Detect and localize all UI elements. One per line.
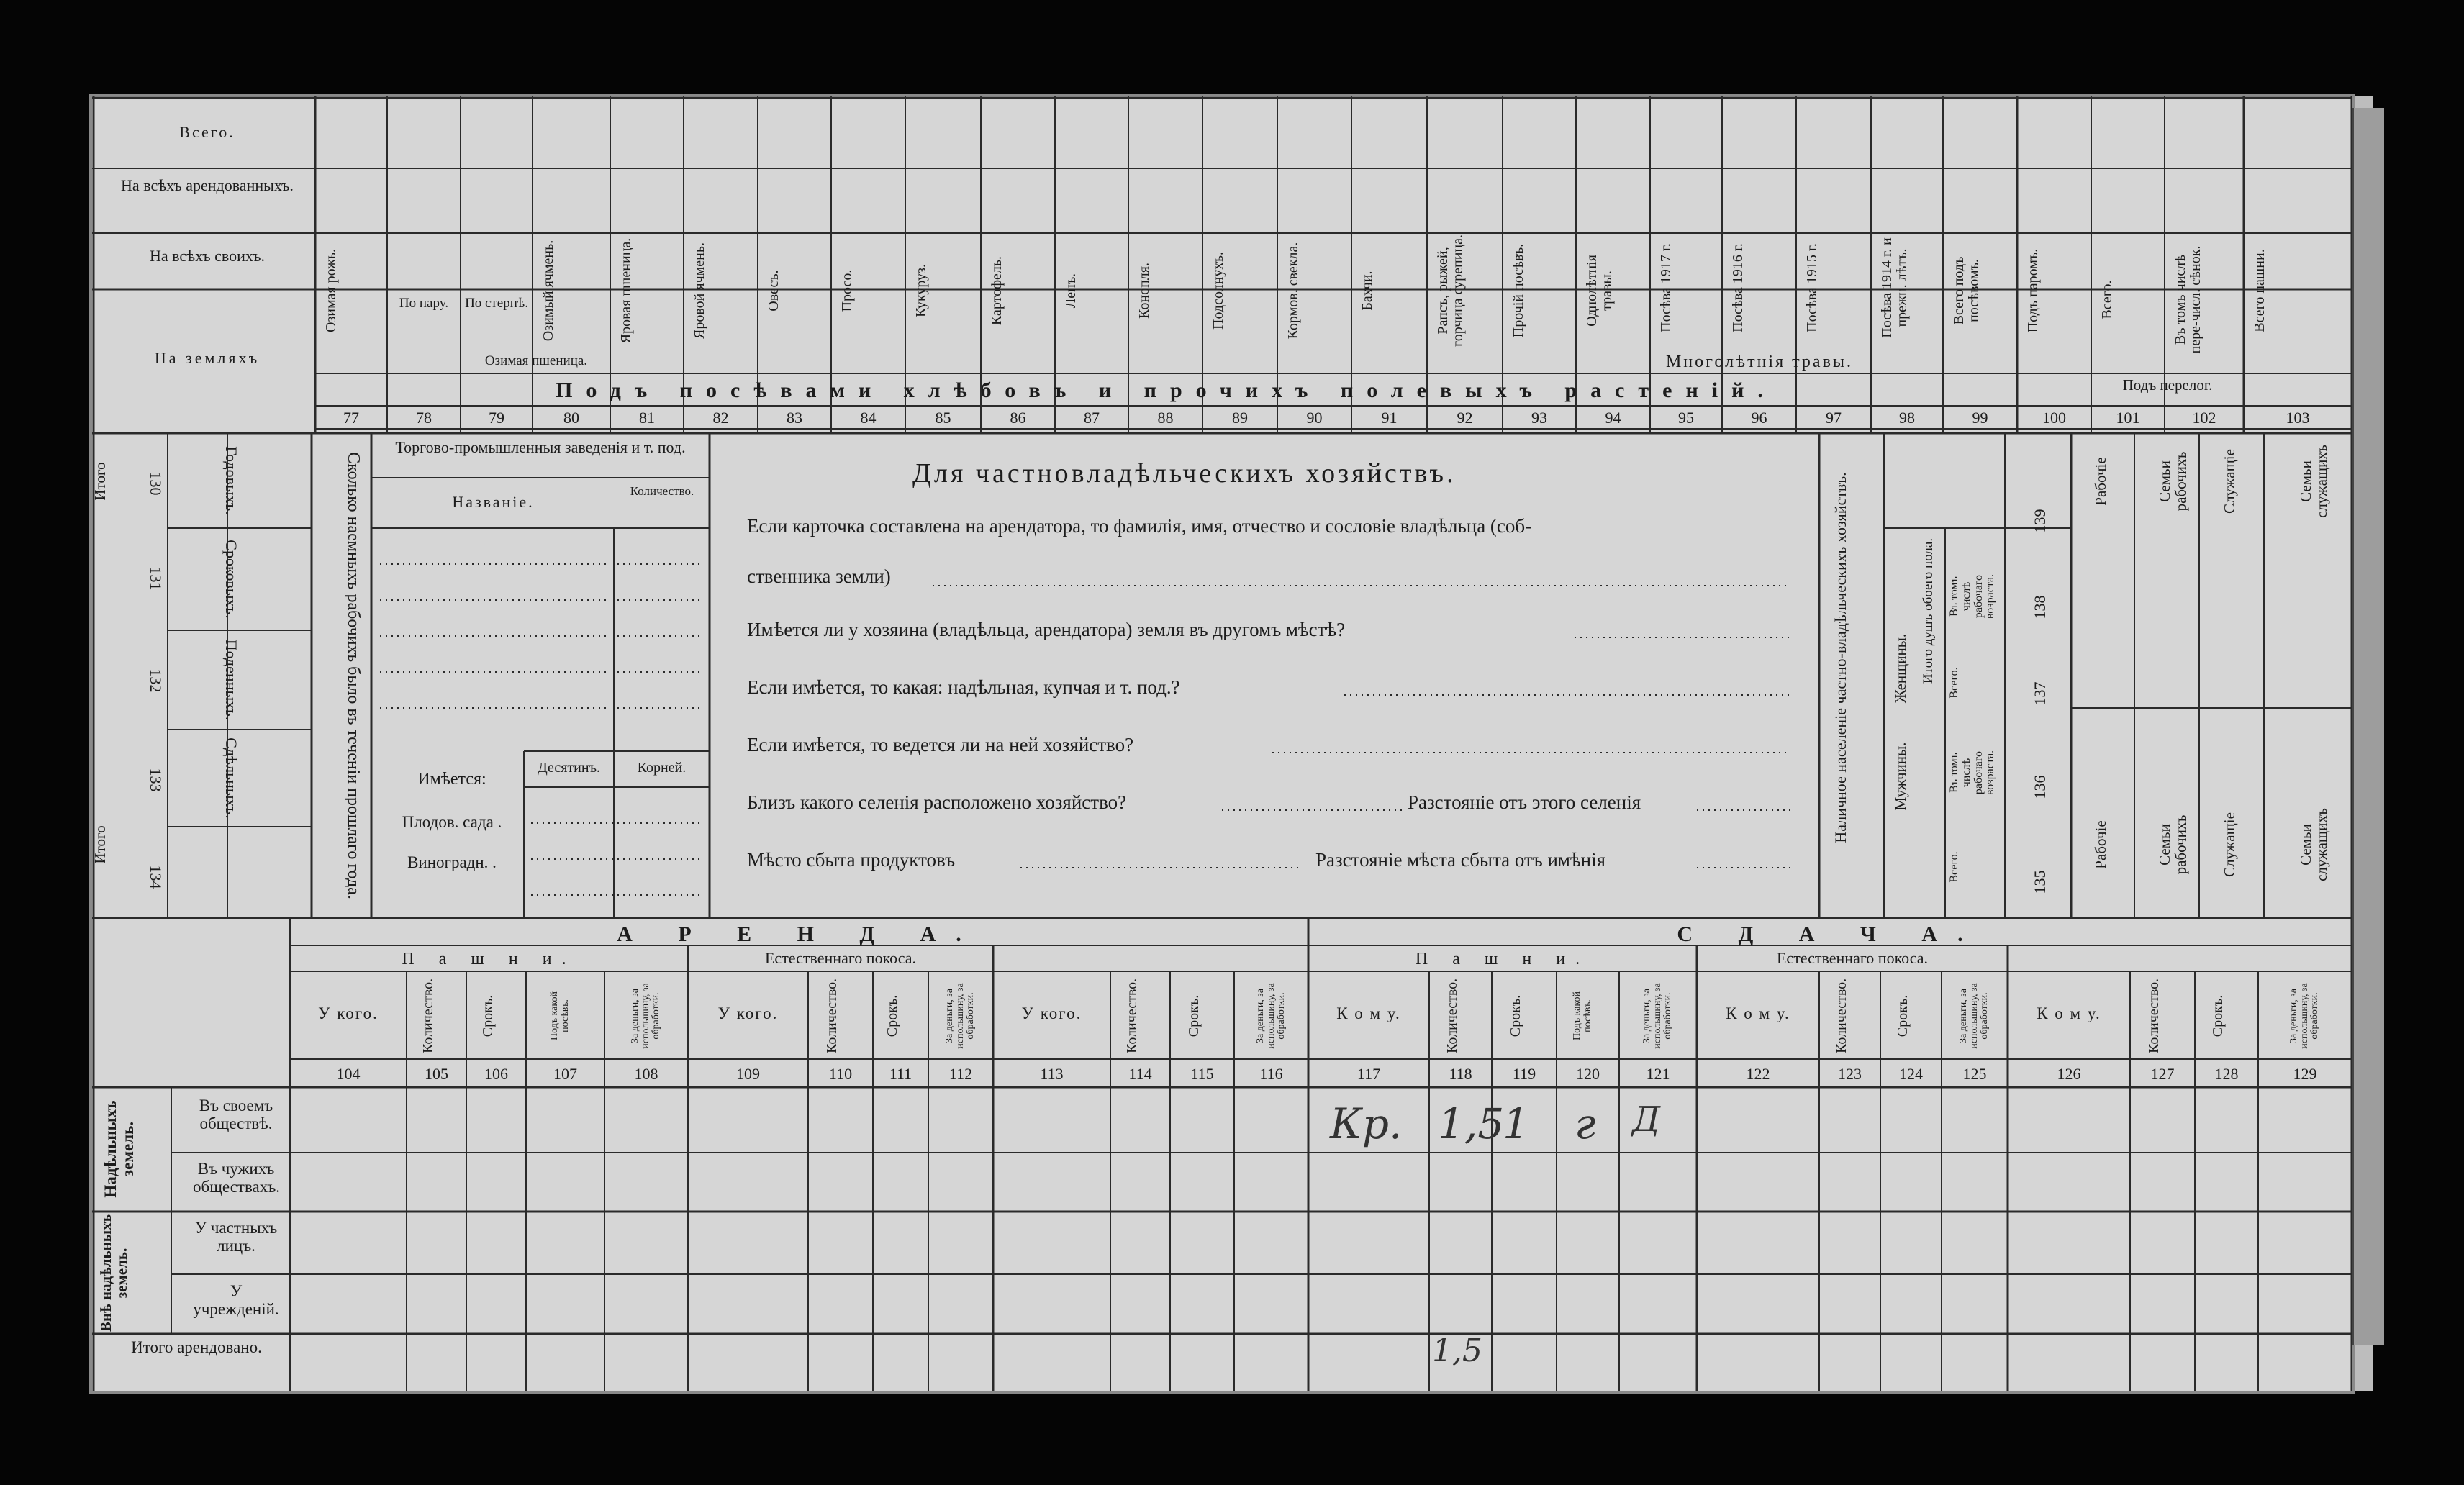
- bot-col-num-106: 106: [484, 1065, 508, 1083]
- podsevami-label: Подъ посѣвами хлѣбовъ и прочихъ полевыхъ растеній.: [556, 378, 1777, 402]
- handwritten-quantity: 1,5: [1438, 1099, 1505, 1148]
- hired-workers-label: Сколько наемныхъ рабочихъ было въ теченіи прошлаго года.: [344, 452, 363, 899]
- bot-col-118: Количество.: [1444, 978, 1460, 1053]
- top-col-80: Озимый ячмень.: [540, 240, 556, 342]
- pop-col-num-139: 139: [2031, 509, 2049, 533]
- top-col-num-92: 92: [1457, 409, 1473, 427]
- bot-col-110: Количество.: [824, 978, 840, 1053]
- korney-label: Корней.: [637, 760, 687, 776]
- top-col-num-79: 79: [489, 409, 504, 427]
- row-label-vsego: Всего.: [179, 123, 235, 141]
- top-col-91: Бахчи.: [1359, 271, 1375, 311]
- question-5a: Близъ какого селенія расположено хозяйство?: [747, 791, 1127, 813]
- top-col-94: Однолѣтнія травы.: [1584, 255, 1615, 327]
- workers-top-4: Итого: [91, 462, 109, 501]
- bot-col-111: Срокъ.: [884, 994, 900, 1037]
- top-col-101: Всего.: [2099, 280, 2115, 319]
- workers-top-2: Служащіе: [2221, 449, 2238, 514]
- workers-top-3: Семьи служащихъ: [2297, 445, 2331, 518]
- sdacha-title: С Д А Ч А.: [1677, 922, 1983, 946]
- top-col-99: Всего подъ посѣвомъ.: [1951, 256, 1982, 325]
- top-col-95: Посѣва 1917 г.: [1658, 243, 1674, 332]
- top-col-93: Прочій посѣвъ.: [1510, 243, 1526, 338]
- question-5b: Разстояніе отъ этого селенія: [1408, 791, 1641, 813]
- bot-col-num-119: 119: [1512, 1065, 1536, 1083]
- top-col-82: Яровой ячмень.: [692, 242, 707, 339]
- row-label-svoih: На всѣхъ своихъ.: [150, 247, 265, 265]
- handwritten-total: 1,5: [1432, 1332, 1482, 1369]
- top-col-num-77: 77: [343, 409, 359, 427]
- workers-bottom-2: Служащіе: [2221, 812, 2238, 877]
- bot-col-num-123: 123: [1838, 1065, 1862, 1083]
- top-col-num-88: 88: [1157, 409, 1174, 427]
- handwritten-payment: Д: [1632, 1099, 1661, 1140]
- question-1a: Если карточка составлена на арендатора, то фамилія, имя, отчество и сословіе владѣльца (соб-: [747, 515, 1532, 537]
- bot-col-122: К о м у.: [1726, 1004, 1790, 1022]
- arenda-pokos-label: Естественнаго покоса.: [764, 949, 916, 967]
- bot-col-num-108: 108: [634, 1065, 658, 1083]
- bot-col-num-129: 129: [2293, 1065, 2317, 1083]
- row-v-chuzhih: Въ чужихъ обществахъ.: [193, 1160, 280, 1196]
- bot-col-106: Срокъ.: [479, 994, 496, 1037]
- top-col-92: Рапсъ, рыжей, горчица сурепица.: [1435, 234, 1466, 348]
- bot-col-120: Подъ какой посѣвъ.: [1571, 991, 1593, 1040]
- bot-col-104: У кого.: [318, 1004, 379, 1022]
- top-col-98: Посѣва 1914 г. и прежн. лѣтъ.: [1879, 237, 1910, 338]
- workers-bottom-0: Рабочіе: [2092, 820, 2109, 869]
- desyatin-label: Десятинъ.: [538, 760, 600, 776]
- top-col-num-86: 86: [1010, 409, 1026, 427]
- men-label: Мужчины.: [1892, 742, 1909, 811]
- question-3: Если имѣется, то какая: надѣльная, купчая и т. под.?: [747, 676, 1180, 698]
- hired-col-num-133: 133: [147, 768, 165, 792]
- question-6a: Мѣсто сбыта продуктовъ: [747, 849, 956, 871]
- bot-col-num-118: 118: [1449, 1065, 1472, 1083]
- top-col-num-82: 82: [712, 409, 729, 427]
- bot-col-num-121: 121: [1646, 1065, 1670, 1083]
- top-col-num-90: 90: [1306, 409, 1323, 427]
- trade-title: Торгово-промышленныя заведенія и т. под.: [395, 438, 686, 456]
- hired-col-133: Сдѣльныхъ.: [222, 737, 240, 819]
- top-col-num-96: 96: [1751, 409, 1767, 427]
- bot-col-113: У кого.: [1021, 1004, 1082, 1022]
- bot-col-115: Срокъ.: [1185, 994, 1202, 1037]
- workers-bottom-3: Семьи служащихъ: [2297, 808, 2331, 881]
- bot-col-107: Подъ какой посѣвъ.: [548, 991, 571, 1040]
- pop-col-num-138: 138: [2031, 595, 2049, 619]
- top-col-102: Въ томъ числѣ пере-числ. сѣнок.: [2173, 245, 2203, 354]
- bot-col-num-105: 105: [425, 1065, 448, 1083]
- trade-name-col: Названіе.: [452, 493, 535, 511]
- sdacha-pashni-label: П а ш н и.: [1415, 950, 1590, 968]
- arenda-title: А Р Е Н Д А.: [617, 922, 982, 946]
- top-col-100: Подъ паромъ.: [2025, 248, 2041, 333]
- nadel-label: Надѣльныхъ земель.: [101, 1100, 137, 1198]
- top-col-num-95: 95: [1678, 409, 1694, 427]
- top-col-num-100: 100: [2042, 409, 2066, 427]
- bot-col-num-120: 120: [1576, 1065, 1600, 1083]
- bot-col-108: За деньги, за испольщину, за обработки.: [630, 983, 662, 1049]
- bot-col-num-113: 113: [1040, 1065, 1064, 1083]
- top-col-num-85: 85: [935, 409, 951, 427]
- bot-col-num-115: 115: [1190, 1065, 1214, 1083]
- bot-col-114: Количество.: [1123, 978, 1140, 1053]
- bot-col-124: Срокъ.: [1894, 994, 1911, 1037]
- top-col-87: Ленъ.: [1063, 273, 1079, 309]
- workers-bottom-4: Итого: [91, 825, 109, 864]
- bot-col-num-104: 104: [336, 1065, 361, 1083]
- bot-col-num-125: 125: [1962, 1065, 1987, 1083]
- pop-col-label-2: Всего.: [1948, 667, 1960, 699]
- row-v-svoem: Въ своемъ обществѣ.: [199, 1096, 273, 1133]
- bot-col-119: Срокъ.: [1508, 994, 1523, 1037]
- bot-col-121: За деньги, за испольщину, за обработки.: [1641, 983, 1674, 1049]
- top-col-84: Просо.: [839, 269, 855, 312]
- top-col-88: Конопля.: [1136, 263, 1152, 319]
- bot-col-126: К о м у.: [2037, 1004, 2101, 1022]
- top-col-81: Яровая пшеница.: [618, 237, 634, 344]
- top-col-num-89: 89: [1232, 409, 1248, 427]
- hired-col-num-131: 131: [147, 566, 165, 591]
- top-col-90: Кормов. свекла.: [1285, 242, 1301, 340]
- bot-col-num-110: 110: [828, 1065, 853, 1083]
- imeetsya-label: Имѣется:: [417, 770, 486, 789]
- bot-col-117: К о м у.: [1336, 1004, 1401, 1022]
- bot-col-129: За деньги, за испольщину, за обработки.: [2288, 983, 2321, 1049]
- vne-nadel-label: Внѣ надѣльныхъ земель.: [97, 1214, 131, 1332]
- top-col-97: Посѣва 1915 г.: [1804, 243, 1820, 332]
- population-label: Наличное населеніе частно-владѣльческихъ хозяйствъ.: [1831, 472, 1849, 843]
- bot-col-num-122: 122: [1746, 1065, 1770, 1083]
- bot-col-116: За деньги, за испольщину, за обработки.: [1254, 983, 1287, 1049]
- vinograd-label: Виноградн. .: [407, 853, 497, 871]
- row-itogo-arendovano: Итого арендовано.: [131, 1338, 262, 1356]
- row-label-arendovannyh: На всѣхъ арендованныхъ.: [121, 176, 294, 194]
- trade-count-col: Количество.: [630, 484, 694, 498]
- bot-col-num-112: 112: [948, 1065, 973, 1083]
- plodov-label: Плодов. сада .: [402, 813, 502, 831]
- hired-col-num-132: 132: [147, 668, 165, 693]
- bot-col-num-124: 124: [1899, 1065, 1923, 1083]
- census-card: [92, 96, 2352, 1391]
- top-col-num-83: 83: [787, 409, 802, 427]
- handwritten-komu: Кр.: [1330, 1099, 1403, 1148]
- bot-col-128: Срокъ.: [2210, 994, 2226, 1037]
- question-6b: Разстояніе мѣста сбыта отъ имѣнія: [1315, 849, 1606, 871]
- pop-col-num-136: 136: [2031, 775, 2049, 799]
- hired-col-132: Поденныхъ.: [222, 639, 240, 721]
- top-col-96: Посѣва 1916 г.: [1730, 243, 1746, 332]
- top-col-num-98: 98: [1899, 409, 1915, 427]
- top-col-85: Кукуруз.: [913, 264, 929, 317]
- top-col-89: Подсолнухъ.: [1210, 252, 1226, 330]
- bot-col-num-126: 126: [2057, 1065, 2081, 1083]
- top-col-num-94: 94: [1605, 409, 1621, 427]
- ozim-wheat-label: Озимая пшеница.: [484, 353, 588, 368]
- hired-col-130: Годовыхъ.: [222, 446, 240, 515]
- pop-col-num-135: 135: [2031, 870, 2049, 894]
- itogo-obeego-label: Итого душъ обоего пола.: [1921, 537, 1936, 684]
- top-col-86: Картофель.: [989, 255, 1005, 326]
- page-edge-strip: [2352, 108, 2384, 1345]
- top-col-79: По стернѣ.: [465, 296, 528, 311]
- bot-col-num-107: 107: [553, 1065, 577, 1083]
- row-u-uchrezh: У учрежденій.: [193, 1282, 279, 1319]
- perennial-grass-label: Многолѣтнія травы.: [1665, 353, 1854, 371]
- hired-col-num-134: 134: [147, 865, 165, 889]
- arenda-pashni-label: П а ш н и.: [402, 950, 576, 968]
- bot-col-num-111: 111: [889, 1065, 912, 1083]
- top-col-77: Озимая рожь.: [323, 248, 339, 333]
- top-col-78: По пару.: [399, 296, 449, 311]
- pop-col-num-137: 137: [2031, 681, 2049, 706]
- question-4: Если имѣется, то ведется ли на ней хозяйство?: [747, 734, 1134, 755]
- bot-col-123: Количество.: [1833, 978, 1849, 1053]
- bot-col-112: За деньги, за испольщину, за обработки.: [944, 983, 977, 1049]
- bot-col-127: Количество.: [2146, 978, 2162, 1053]
- handwritten-crop: г: [1575, 1099, 1596, 1148]
- top-col-83: Овесъ.: [766, 270, 782, 312]
- bot-col-num-117: 117: [1356, 1065, 1381, 1083]
- workers-top-1: Семьи рабочихъ: [2156, 451, 2190, 512]
- top-col-num-99: 99: [1972, 409, 1988, 427]
- bot-col-109: У кого.: [717, 1004, 779, 1022]
- top-col-103: Всего пашни.: [2252, 249, 2268, 332]
- handwritten-term: 1: [1503, 1099, 1529, 1148]
- bot-col-num-127: 127: [2150, 1065, 2175, 1083]
- workers-top-0: Рабочіе: [2092, 457, 2109, 506]
- sdacha-pokos-label: Естественнаго покоса.: [1776, 949, 1928, 967]
- pop-col-label-0: Всего.: [1948, 851, 1960, 883]
- hired-col-131: Сроковыхъ.: [222, 540, 240, 619]
- question-1b: ственника земли): [747, 566, 891, 587]
- top-col-num-101: 101: [2116, 409, 2140, 427]
- top-col-num-93: 93: [1531, 409, 1547, 427]
- row-label-na-zemlyah: На земляхъ: [154, 349, 261, 367]
- row-u-chastnyh: У частныхъ лицъ.: [194, 1219, 278, 1255]
- bot-col-num-128: 128: [2214, 1065, 2239, 1083]
- top-col-num-78: 78: [416, 409, 432, 427]
- bot-col-125: За деньги, за испольщину, за обработки.: [1958, 983, 1990, 1049]
- top-col-num-81: 81: [639, 409, 655, 427]
- top-col-num-102: 102: [2192, 409, 2216, 427]
- top-col-num-87: 87: [1084, 409, 1100, 427]
- top-col-num-80: 80: [563, 409, 579, 427]
- hired-col-num-130: 130: [147, 471, 165, 496]
- bot-col-105: Количество.: [420, 978, 436, 1053]
- question-2: Имѣется ли у хозяина (владѣльца, арендатора) земля въ другомъ мѣстѣ?: [747, 619, 1346, 640]
- bot-col-num-114: 114: [1128, 1065, 1152, 1083]
- perelog-label: Подъ перелог.: [2122, 376, 2213, 394]
- women-label: Женщины.: [1892, 633, 1909, 704]
- top-col-num-97: 97: [1826, 409, 1842, 427]
- pop-col-label-3: Въ томъ числѣ рабочаго возраста.: [1948, 573, 1997, 619]
- pop-col-label-1: Въ томъ числѣ рабочаго возраста.: [1948, 750, 1997, 796]
- bot-col-num-116: 116: [1259, 1065, 1283, 1083]
- top-col-num-84: 84: [860, 409, 877, 427]
- private-title: Для частновладѣльческихъ хозяйствъ.: [912, 458, 1457, 489]
- bot-col-num-109: 109: [736, 1065, 760, 1083]
- workers-bottom-1: Семьи рабочихъ: [2156, 814, 2190, 875]
- top-col-num-91: 91: [1381, 409, 1398, 427]
- top-col-num-103: 103: [2286, 409, 2310, 427]
